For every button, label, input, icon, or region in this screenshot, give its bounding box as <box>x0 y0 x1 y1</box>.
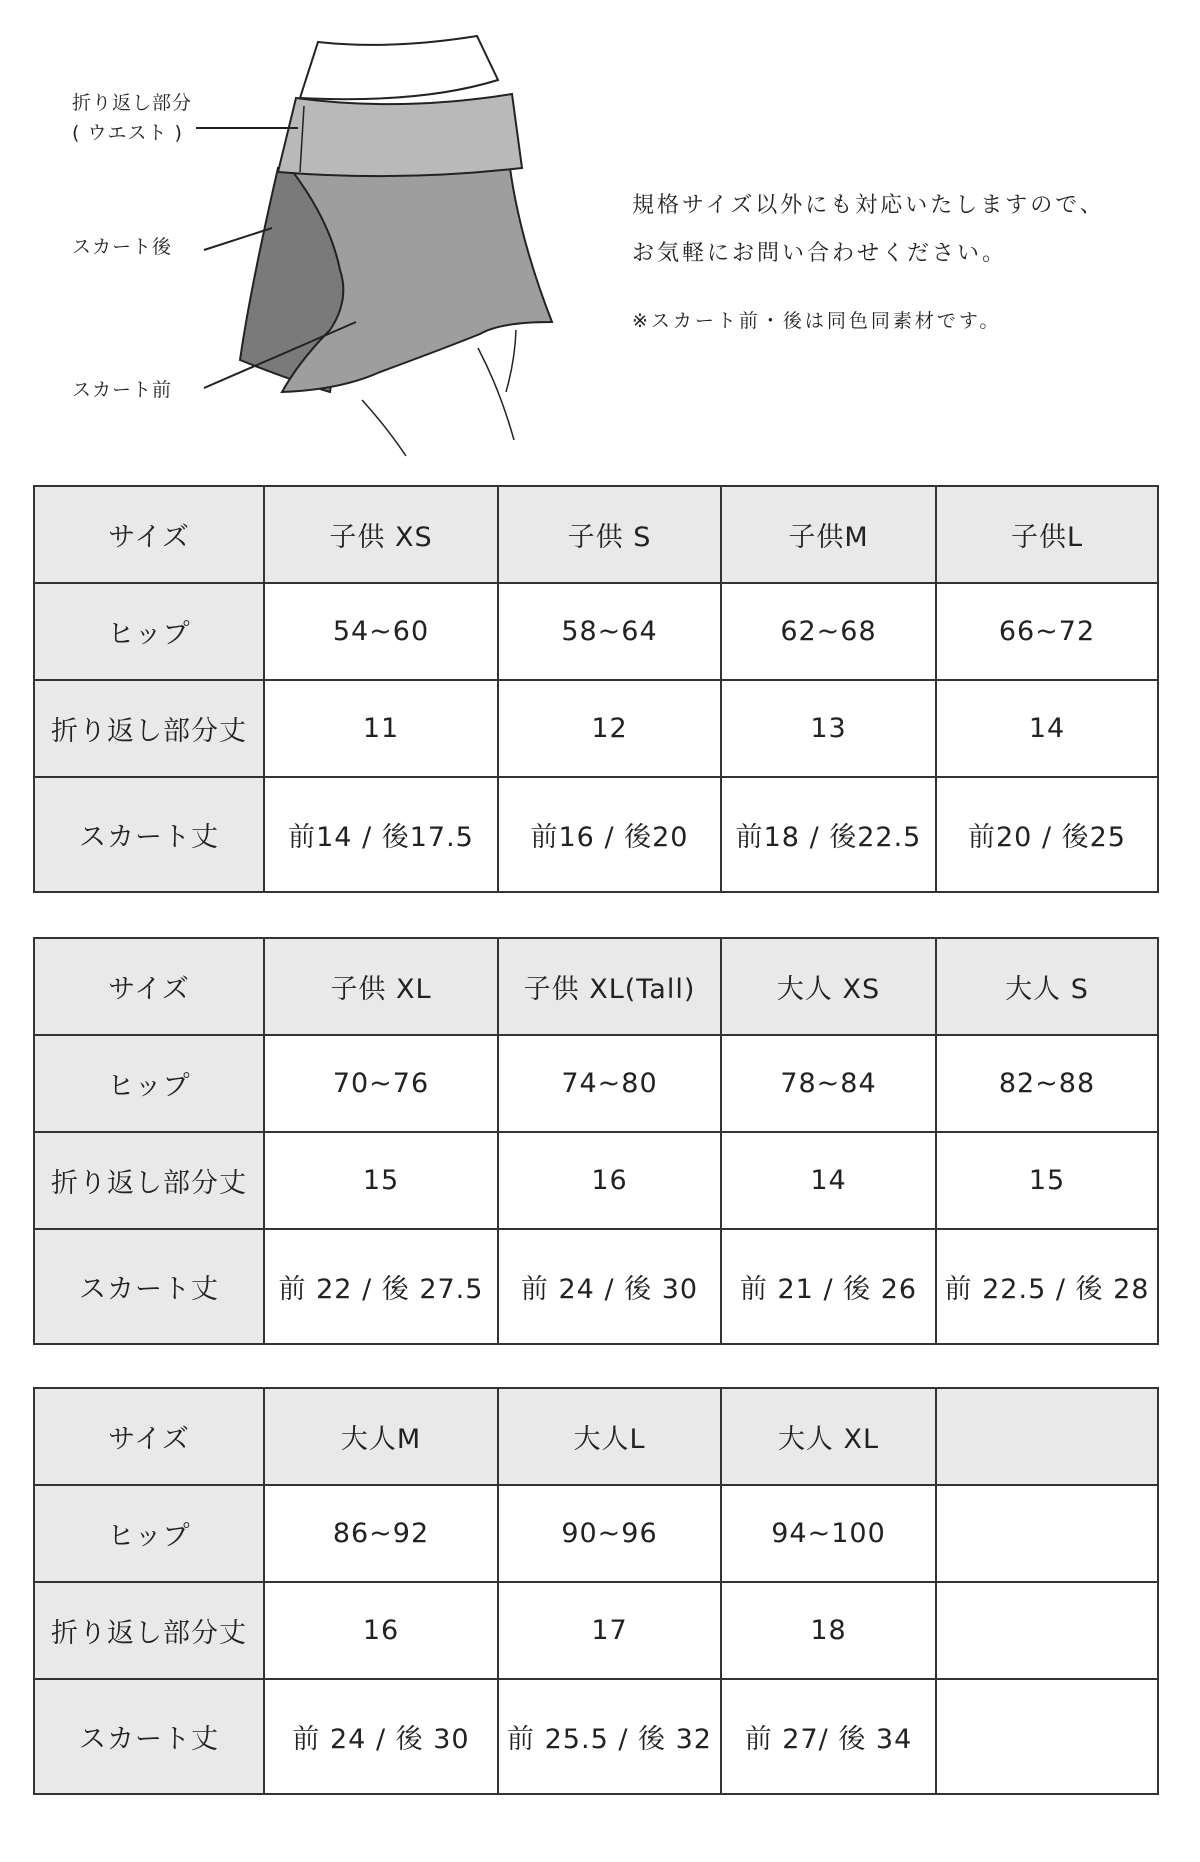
skirt-cell: 前14 / 後17.5 <box>264 777 498 892</box>
size-cell: 子供 S <box>498 486 721 583</box>
size-cell: 大人 XL <box>721 1388 936 1485</box>
size-table-1 <box>33 485 1159 893</box>
fold-cell: 11 <box>264 680 498 777</box>
skirt-cell: 前16 / 後20 <box>498 777 721 892</box>
size-cell: 子供 XL(Tall) <box>498 938 721 1035</box>
size-table-3 <box>33 1387 1159 1795</box>
size-table-2 <box>33 937 1159 1345</box>
callout-waist-line2: ( ウエスト ) <box>72 122 183 144</box>
fold-cell <box>936 1582 1158 1679</box>
callout-back: スカート後 <box>72 236 173 258</box>
size-cell: 大人L <box>498 1388 721 1485</box>
size-cell: 子供 XL <box>264 938 498 1035</box>
hip-cell: 62~68 <box>721 583 936 680</box>
skirt-cell: 前18 / 後22.5 <box>721 777 936 892</box>
fold-cell: 12 <box>498 680 721 777</box>
table-row-hip <box>34 583 1158 680</box>
hip-cell: 90~96 <box>498 1485 721 1582</box>
row-label: ヒップ <box>34 1035 264 1132</box>
hip-cell: 58~64 <box>498 583 721 680</box>
fold-cell: 16 <box>264 1582 498 1679</box>
fold-cell: 17 <box>498 1582 721 1679</box>
fold-cell: 13 <box>721 680 936 777</box>
skirt-cell: 前 22 / 後 27.5 <box>264 1229 498 1344</box>
note-line1: 規格サイズ以外にも対応いたしますので、 <box>632 193 1105 218</box>
fold-cell: 16 <box>498 1132 721 1229</box>
table-row-fold <box>34 1132 1158 1229</box>
row-label: ヒップ <box>34 583 264 680</box>
skirt-drawing <box>0 0 1200 470</box>
size-cell: 子供M <box>721 486 936 583</box>
hip-cell: 70~76 <box>264 1035 498 1132</box>
callout-waist-line1: 折り返し部分 <box>72 92 193 114</box>
row-label: サイズ <box>34 1388 264 1485</box>
size-cell: 子供L <box>936 486 1158 583</box>
skirt-cell: 前 25.5 / 後 32 <box>498 1679 721 1794</box>
row-label: スカート丈 <box>34 777 264 892</box>
skirt-cell: 前 27/ 後 34 <box>721 1679 936 1794</box>
row-label: ヒップ <box>34 1485 264 1582</box>
fold-cell: 15 <box>264 1132 498 1229</box>
row-label: 折り返し部分丈 <box>34 1132 264 1229</box>
table-row-skirt <box>34 1679 1158 1794</box>
fold-cell: 18 <box>721 1582 936 1679</box>
skirt-cell: 前 24 / 後 30 <box>498 1229 721 1344</box>
table-row-fold <box>34 680 1158 777</box>
note-line2: お気軽にお問い合わせください。 <box>632 241 1008 266</box>
fold-cell: 14 <box>936 680 1158 777</box>
fold-cell: 14 <box>721 1132 936 1229</box>
hip-cell: 54~60 <box>264 583 498 680</box>
table-row-skirt <box>34 1229 1158 1344</box>
callout-waist <box>72 88 192 148</box>
row-label: スカート丈 <box>34 1679 264 1794</box>
table-row-size <box>34 1388 1158 1485</box>
skirt-illustration <box>0 0 1200 470</box>
table-row-size <box>34 938 1158 1035</box>
note-line3: ※スカート前・後は同色同素材です。 <box>632 310 1002 332</box>
hip-cell <box>936 1485 1158 1582</box>
size-cell <box>936 1388 1158 1485</box>
row-label: スカート丈 <box>34 1229 264 1344</box>
row-label: サイズ <box>34 486 264 583</box>
skirt-cell: 前20 / 後25 <box>936 777 1158 892</box>
skirt-cell: 前 24 / 後 30 <box>264 1679 498 1794</box>
hip-cell: 66~72 <box>936 583 1158 680</box>
skirt-cell <box>936 1679 1158 1794</box>
table-row-size <box>34 486 1158 583</box>
hip-cell: 94~100 <box>721 1485 936 1582</box>
table-row-fold <box>34 1582 1158 1679</box>
size-cell: 大人 S <box>936 938 1158 1035</box>
table-row-skirt <box>34 777 1158 892</box>
skirt-cell: 前 22.5 / 後 28 <box>936 1229 1158 1344</box>
row-label: 折り返し部分丈 <box>34 1582 264 1679</box>
hip-cell: 86~92 <box>264 1485 498 1582</box>
callout-front: スカート前 <box>72 379 173 401</box>
table-row-hip <box>34 1035 1158 1132</box>
hip-cell: 78~84 <box>721 1035 936 1132</box>
table-row-hip <box>34 1485 1158 1582</box>
size-cell: 子供 XS <box>264 486 498 583</box>
size-cell: 大人 XS <box>721 938 936 1035</box>
hip-cell: 74~80 <box>498 1035 721 1132</box>
fold-cell: 15 <box>936 1132 1158 1229</box>
row-label: サイズ <box>34 938 264 1035</box>
hip-cell: 82~88 <box>936 1035 1158 1132</box>
size-cell: 大人M <box>264 1388 498 1485</box>
row-label: 折り返し部分丈 <box>34 680 264 777</box>
skirt-cell: 前 21 / 後 26 <box>721 1229 936 1344</box>
